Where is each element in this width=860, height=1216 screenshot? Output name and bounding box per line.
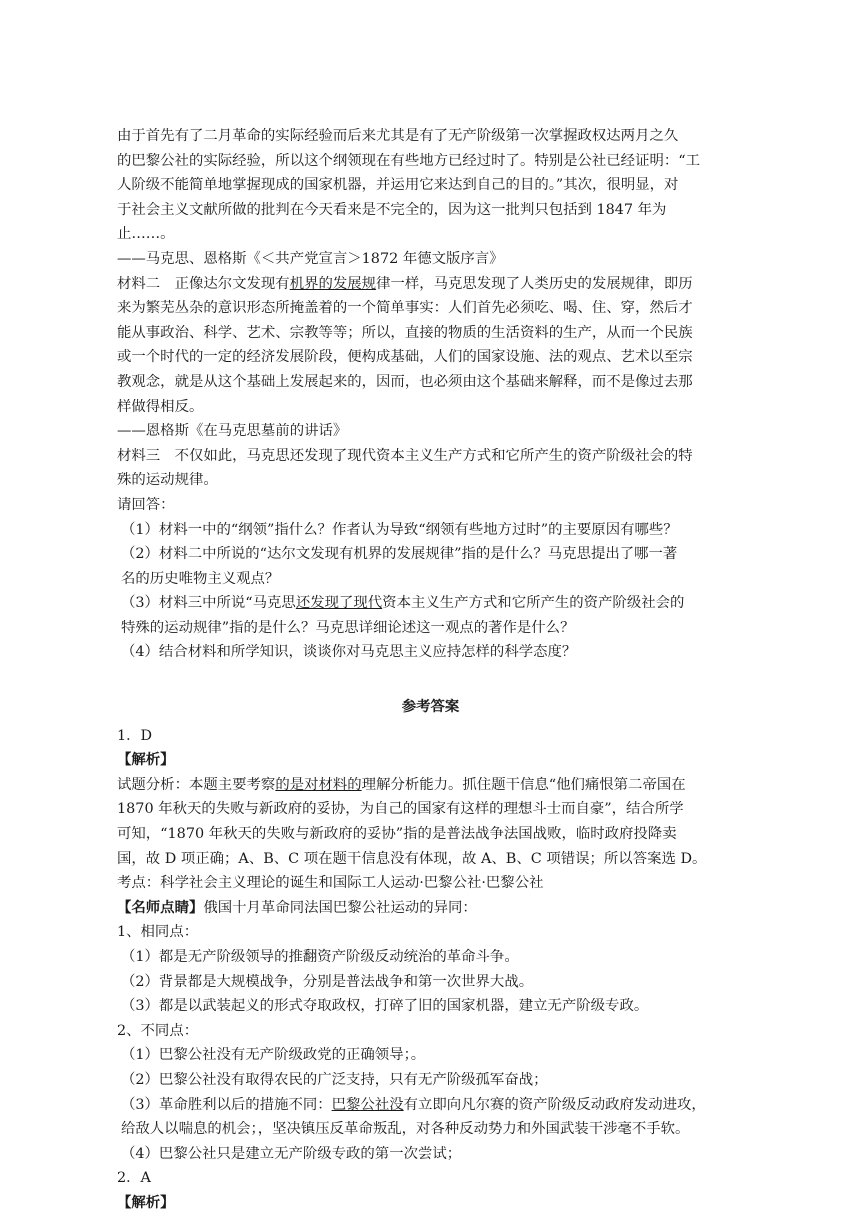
diff-heading: 2、不同点： bbox=[117, 1022, 199, 1039]
text-line: 1870 年秋天的失败与新政府的妥协，为自己的国家有这样的理想斗士而自豪”，结合所学 bbox=[117, 801, 684, 818]
text-line: 的巴黎公社的实际经验，所以这个纲领现在有些地方已经过时了。特别是公社已经证明：“工 bbox=[117, 152, 700, 169]
material-one-attribution: ——马克思、恩格斯《＜共产党宣言＞1872 年德文版序言》 bbox=[117, 250, 504, 267]
material-two-text bbox=[117, 272, 744, 420]
material-one-text bbox=[117, 124, 744, 247]
answers-heading: 参考答案 bbox=[401, 698, 460, 716]
text-line: 于社会主义文献所做的批判在今天看来是不完全的，因为这一批判只包括到 1847 年为 bbox=[117, 201, 667, 218]
text-line: 材料三 不仅如此，马克思还发现了现代资本主义生产方式和它所产生的资产阶级社会的特 bbox=[117, 447, 693, 464]
same-heading: 1、相同点： bbox=[117, 924, 199, 941]
answer-1: 1．D bbox=[117, 727, 153, 744]
material-three-text bbox=[117, 444, 744, 493]
text-segment: 材料二 正像达尔文发现有 bbox=[117, 275, 290, 292]
diff-point-2: （2）巴黎公社没有取得农民的广泛支持，只有无产阶级孤军奋战； bbox=[121, 1071, 548, 1088]
text-line: 教观念，就是从这个基础上发展起来的，因而，也必须由这个基础来解释，而不是像过去那 bbox=[117, 373, 693, 390]
tip-text: 俄国十月革命同法国巴黎公社运动的异同： bbox=[203, 899, 477, 916]
diff-point-1: （1）巴黎公社没有无产阶级政党的正确领导；。 bbox=[121, 1047, 426, 1064]
text-segment: 理解分析能力。抓住题干信息“他们痛恨第二帝国在 bbox=[361, 776, 686, 793]
text-line: 样做得相反。 bbox=[117, 398, 204, 415]
topic-line: 考点：科学社会主义理论的诞生和国际工人运动·巴黎公社·巴黎公社 bbox=[117, 875, 544, 892]
text-line: 止……。 bbox=[117, 226, 175, 243]
underlined-text: 机界的发展规 bbox=[289, 275, 377, 292]
text-line: 特殊的运动规律”指的是什么？马克思详细论述这一观点的著作是什么？ bbox=[121, 619, 575, 636]
tip-label: 【名师点睛】 bbox=[117, 898, 204, 916]
diff-point-3 bbox=[117, 1093, 744, 1142]
analysis-label-2: 【解析】 bbox=[117, 1193, 175, 1211]
question-1: （1）材料一中的“纲领”指什么？作者认为导致“纲领有些地方过时”的主要原因有哪些？ bbox=[121, 521, 678, 538]
question-4: （4）结合材料和所学知识，谈谈你对马克思主义应持怎样的科学态度？ bbox=[121, 644, 577, 661]
text-line: （2）材料二中所说的“达尔文发现有机界的发展规律”指的是什么？马克思提出了哪一著 bbox=[121, 546, 678, 563]
text-line: 给敌人以喘息的机会；，坚决镇压反革命叛乱，对各种反动势力和外国武装干涉毫不手软。 bbox=[121, 1121, 690, 1138]
underlined-text: 还发现了现代 bbox=[295, 595, 383, 612]
same-point-1: （1）都是无产阶级领导的推翻资产阶级反动统治的革命斗争。 bbox=[121, 949, 519, 965]
text-segment: 试题分析：本题主要考察 bbox=[117, 776, 276, 793]
text-line bbox=[117, 272, 744, 297]
analysis-label: 【解析】 bbox=[117, 751, 175, 769]
question-2 bbox=[117, 542, 744, 591]
underlined-text: 巴黎公社没 bbox=[331, 1096, 404, 1113]
tip-line bbox=[117, 896, 744, 921]
same-point-2: （2）背景都是大规模战争，分别是普法战争和第一次世界大战。 bbox=[121, 973, 534, 990]
same-point-3: （3）都是以武装起义的形式夺取政权，打碎了旧的国家机器，建立无产阶级专政。 bbox=[121, 998, 649, 1015]
text-line: 来为繁芜丛杂的意识形态所掩盖着的一个简单事实：人们首先必须吃、喝、住、穿，然后才 bbox=[117, 300, 693, 317]
text-line: 能从事政治、科学、艺术、宗教等等；所以，直接的物质的生活资料的生产，从而一个民族 bbox=[117, 324, 693, 341]
text-segment: （3）材料三中所说“马克思 bbox=[121, 595, 296, 612]
diff-point-4: （4）巴黎公社只是建立无产阶级专政的第一次尝试； bbox=[121, 1145, 462, 1162]
text-segment: 律一样，马克思发现了人类历史的发展规律，即历 bbox=[376, 275, 693, 292]
text-line: 殊的运动规律。 bbox=[117, 472, 218, 489]
material-two-attribution: ——恩格斯《在马克思墓前的讲话》 bbox=[117, 423, 348, 440]
answer-2: 2．A bbox=[117, 1170, 151, 1187]
text-line bbox=[117, 773, 744, 798]
question-3 bbox=[117, 591, 744, 640]
text-line: 人阶级不能简单地掌握现成的国家机器，并运用它来达到自己的目的。”其次，很明显，对 bbox=[117, 177, 679, 194]
text-line bbox=[121, 591, 744, 616]
text-segment: 资本主义生产方式和它所产生的资产阶级社会的 bbox=[382, 595, 685, 612]
questions-prompt: 请回答： bbox=[117, 496, 175, 513]
text-line: 或一个时代的一定的经济发展阶段，便构成基础，人们的国家设施、法的观点、艺术以至宗 bbox=[117, 349, 693, 366]
analysis-text bbox=[117, 773, 744, 871]
underlined-text: 的是对材料的 bbox=[275, 776, 362, 793]
text-line bbox=[121, 1093, 744, 1118]
text-line: 名的历史唯物主义观点？ bbox=[121, 570, 280, 587]
text-line: 由于首先有了二月革命的实际经验而后来尤其是有了无产阶级第一次掌握政权达两月之久 bbox=[117, 128, 679, 144]
text-segment: 有立即向凡尔赛的资产阶级反动政府发动进攻， bbox=[403, 1096, 706, 1113]
text-line: 国，故 D 项正确；A、B、C 项在题干信息没有体现，故 A、B、C 项错误；所以答案选 D。 bbox=[117, 850, 707, 867]
text-segment: （3）革命胜利以后的措施不同： bbox=[121, 1096, 332, 1113]
text-line: 可知，“1870 年秋天的失败与新政府的妥协”指的是普法战争法国战败，临时政府投降卖 bbox=[117, 826, 677, 843]
